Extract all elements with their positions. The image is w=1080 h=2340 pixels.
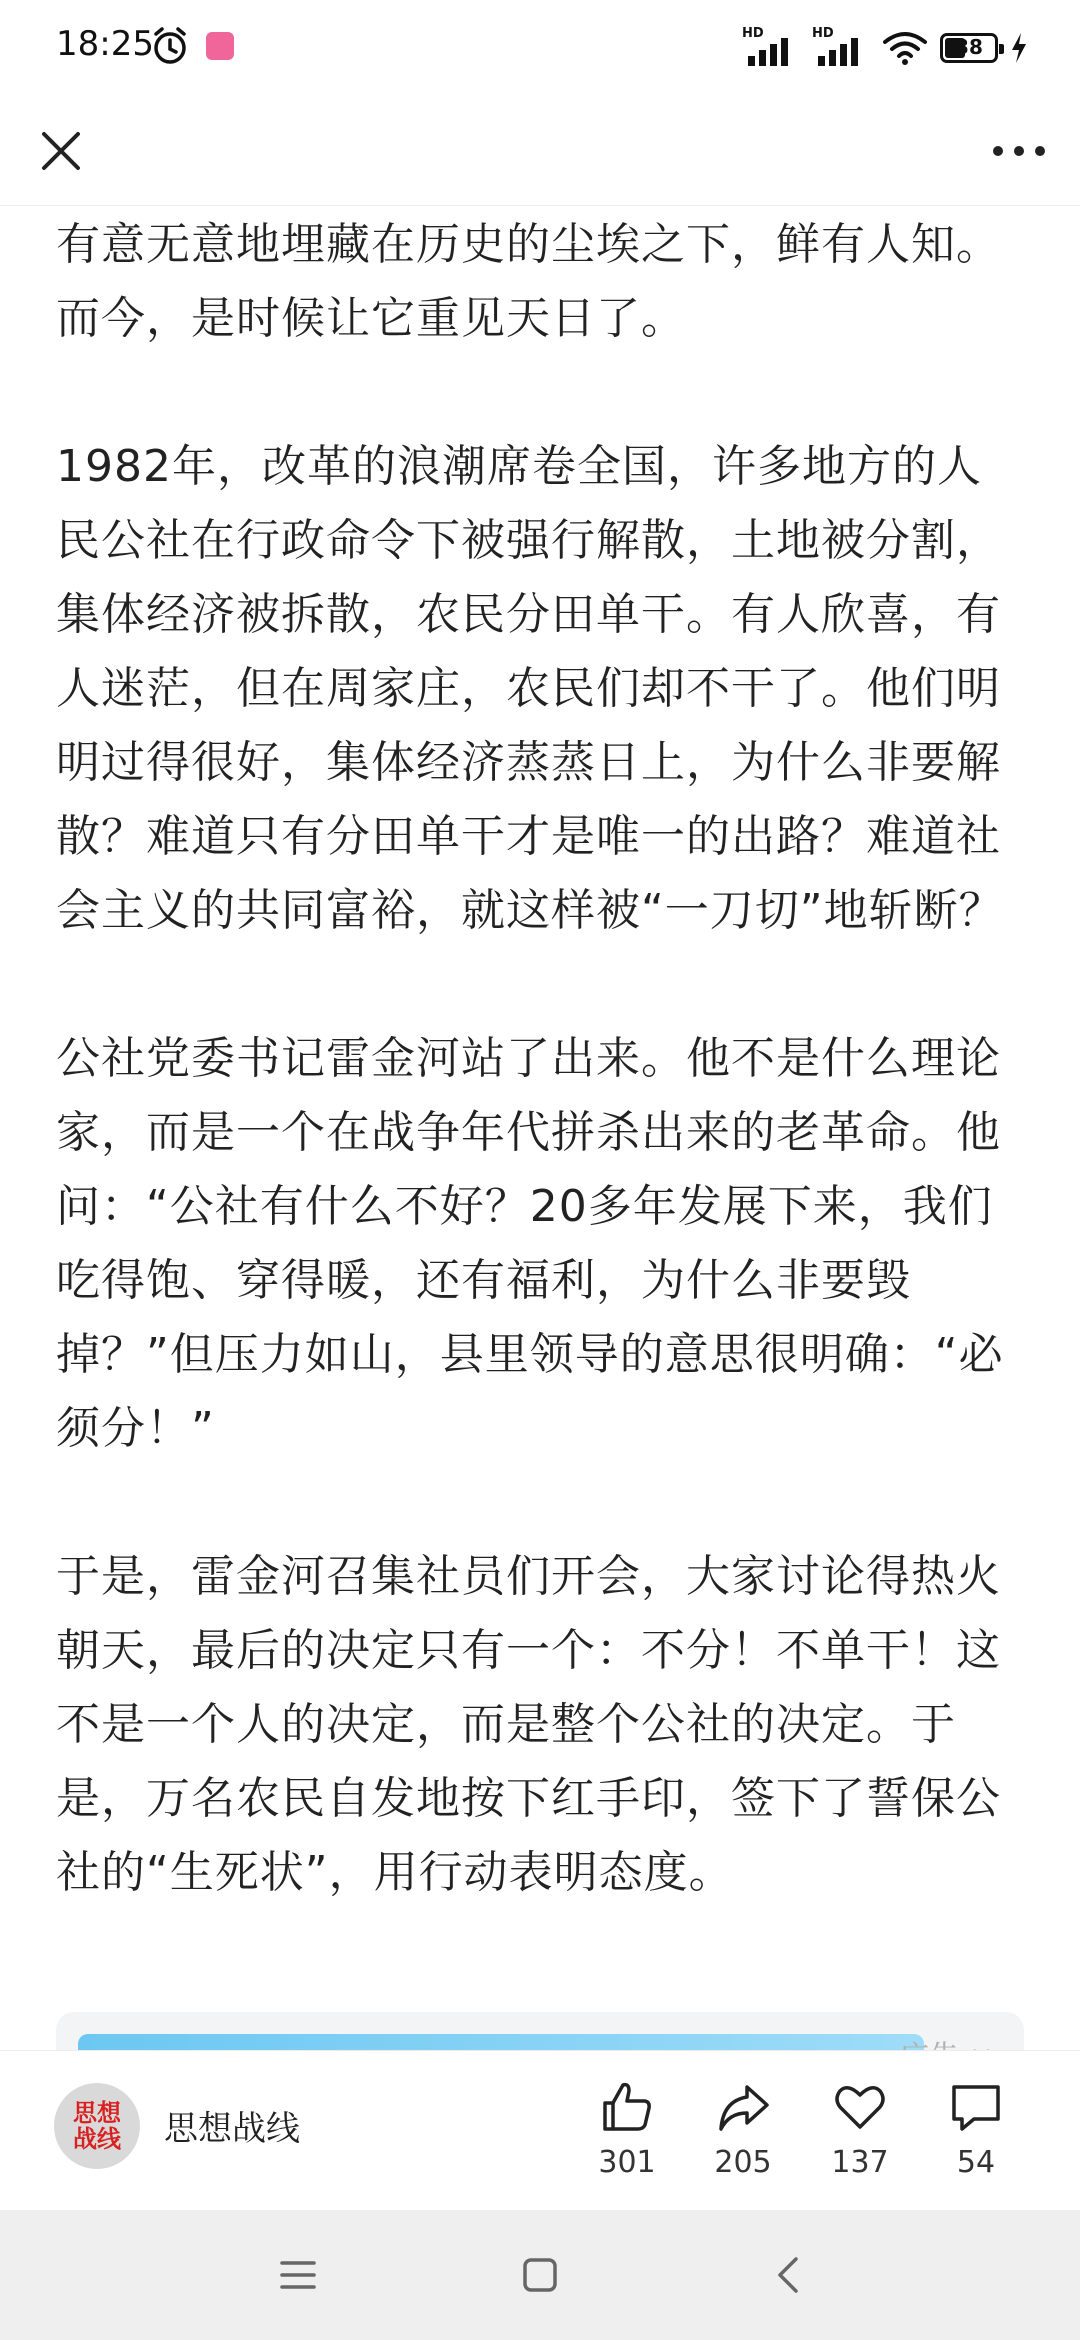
comment-button[interactable] xyxy=(931,2079,1021,2180)
author-avatar[interactable] xyxy=(54,2083,140,2169)
like-button[interactable] xyxy=(582,2079,672,2180)
author-name[interactable]: 思想战线 xyxy=(164,2109,300,2149)
status-indicators xyxy=(742,24,1028,72)
menu-button[interactable] xyxy=(268,2250,328,2300)
battery-level: 38 xyxy=(955,35,983,59)
more-button[interactable] xyxy=(984,118,1054,184)
home-square-icon xyxy=(522,2257,558,2293)
article-paragraph: 1982年，改革的浪潮席卷全国，许多地方的人民公社在行政命令下被强行解散，土地被分割，集体经济被拆散，农民分田单干。有人欣喜，有人迷茫，但在周家庄，农民们却不干了。他们明明过得很好，集体经济蒸蒸日上，为什么非要解散？难道只有分田单干才是唯一的出路？难道社会主义的共同富裕，就这样被“一刀切”地斩断？ xyxy=(56,441,1004,936)
article-paragraph: 有意无意地埋藏在历史的尘埃之下，鲜有人知。而今，是时候让它重见天日了。 xyxy=(56,219,1001,344)
signal-icon-2 xyxy=(812,26,870,70)
app-notification-icon xyxy=(206,32,234,60)
top-nav xyxy=(0,96,1080,206)
thumbs-up-icon xyxy=(599,2079,655,2135)
share-count: 205 xyxy=(714,2145,772,2180)
action-bar xyxy=(0,2050,1080,2210)
network-label-2: HD xyxy=(812,26,834,41)
article-paragraph: 公社党委书记雷金河站了出来。他不是什么理论家，而是一个在战争年代拼杀出来的老革命。他问：“公社有什么不好？20多年发展下来，我们吃得饱、穿得暖，还有福利，为什么非要毁掉？”但压力如山，县里领导的意思很明确：“必须分！” xyxy=(56,1033,1004,1454)
share-button[interactable] xyxy=(698,2079,788,2180)
status-time: 18:25 xyxy=(56,24,154,64)
favorite-button[interactable] xyxy=(815,2079,905,2180)
close-icon xyxy=(39,129,83,173)
status-bar xyxy=(0,0,1080,96)
back-button[interactable] xyxy=(758,2250,818,2300)
comment-icon xyxy=(948,2079,1004,2135)
charging-icon xyxy=(1010,32,1028,64)
battery-icon xyxy=(940,33,998,63)
article-body xyxy=(0,206,1080,2056)
avatar-text: 思想战线 xyxy=(73,2099,121,2153)
signal-icon xyxy=(742,26,800,70)
article-paragraph: 于是，雷金河召集社员们开会，大家讨论得热火朝天，最后的决定只有一个：不分！不单干！这不是一个人的决定，而是整个公社的决定。于是，万名农民自发地按下红手印，签下了誓保公社的“生死状”，用行动表明态度。 xyxy=(56,1551,1001,1898)
comment-count: 54 xyxy=(956,2145,996,2180)
close-button[interactable] xyxy=(28,118,94,184)
more-icon xyxy=(991,144,1047,158)
favorite-count: 137 xyxy=(831,2145,889,2180)
heart-icon xyxy=(832,2079,888,2135)
wifi-icon xyxy=(882,30,928,66)
system-navigation-bar xyxy=(0,2210,1080,2340)
like-count: 301 xyxy=(598,2145,656,2180)
network-label: HD xyxy=(742,26,764,41)
menu-icon xyxy=(280,2259,316,2291)
share-icon xyxy=(715,2079,771,2135)
home-button[interactable] xyxy=(510,2250,570,2300)
back-chevron-icon xyxy=(776,2256,800,2294)
alarm-icon xyxy=(150,26,190,66)
